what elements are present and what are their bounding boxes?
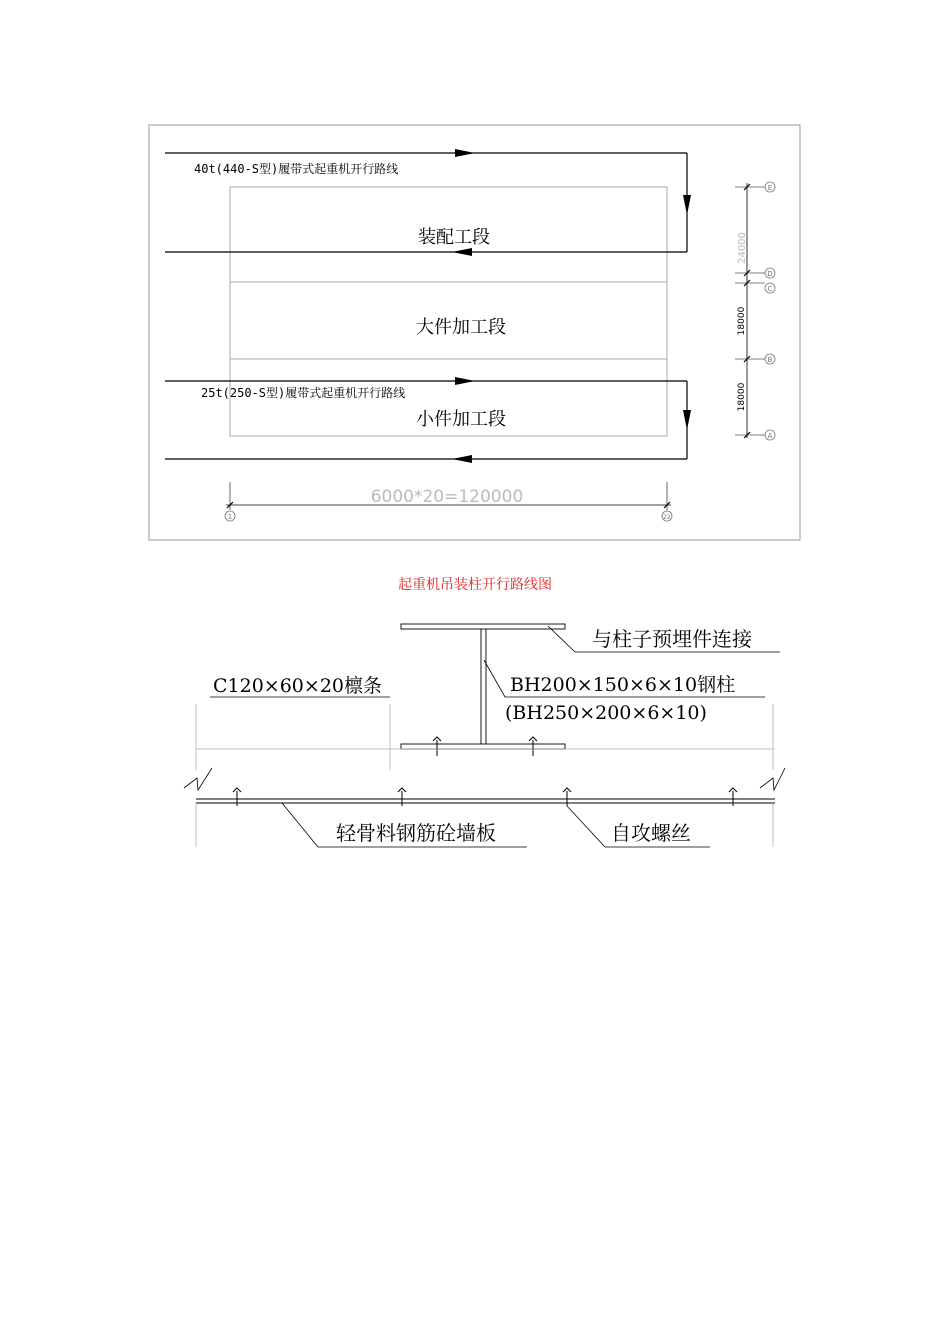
flange-screw-right bbox=[529, 737, 537, 756]
zone-small-label: 小件加工段 bbox=[416, 409, 506, 430]
route-top-label: 40t(440-S型)履带式起重机开行路线 bbox=[194, 162, 399, 176]
dim-top-label: 24000 bbox=[737, 232, 748, 264]
route-bottom-arrow-right bbox=[455, 377, 475, 385]
break-line-right bbox=[760, 768, 785, 790]
flange-screw-left bbox=[433, 737, 441, 756]
zone-large-label: 大件加工段 bbox=[416, 317, 506, 338]
dim-mid-label: 18000 bbox=[737, 306, 747, 336]
axis-bubble-d bbox=[765, 268, 775, 278]
axis-bubble-22 bbox=[662, 511, 672, 521]
label-connect: 与柱子预埋件连接 bbox=[592, 627, 752, 651]
dim-total-label: 6000*20=120000 bbox=[370, 487, 524, 507]
route-top-arrow-right bbox=[455, 149, 475, 157]
svg-text:D: D bbox=[767, 270, 773, 278]
route-top-arrow-down bbox=[683, 195, 691, 215]
top-flange-plate bbox=[401, 624, 565, 629]
dim-bottom-label: 18000 bbox=[737, 382, 747, 412]
svg-text:E: E bbox=[767, 184, 773, 192]
route-bottom-label: 25t(250-S型)履带式起重机开行路线 bbox=[201, 386, 406, 400]
label-column-alt: (BH250×200×6×10) bbox=[505, 702, 707, 724]
axis-bubble-b bbox=[765, 354, 775, 364]
zone-assembly-label: 装配工段 bbox=[418, 227, 490, 248]
bottom-flange-plate bbox=[401, 744, 565, 749]
svg-text:1: 1 bbox=[227, 513, 233, 521]
svg-text:C: C bbox=[767, 285, 773, 293]
axis-bubble-1 bbox=[225, 511, 235, 521]
axis-bubble-e bbox=[765, 182, 775, 192]
axis-bubble-a bbox=[765, 430, 775, 440]
label-column: BH200×150×6×10钢柱 bbox=[510, 674, 736, 696]
svg-text:22: 22 bbox=[663, 514, 671, 521]
svg-text:B: B bbox=[767, 356, 773, 364]
label-purlin: C120×60×20檩条 bbox=[213, 675, 382, 697]
route-top-arrow-left bbox=[452, 248, 472, 256]
break-line-left bbox=[184, 768, 212, 790]
label-wallpanel: 轻骨料钢筋砼墙板 bbox=[336, 821, 496, 845]
axis-bubble-c bbox=[765, 283, 775, 293]
figure-caption: 起重机吊装柱开行路线图 bbox=[398, 577, 552, 593]
svg-text:A: A bbox=[767, 432, 773, 440]
route-bottom-arrow-left bbox=[452, 455, 472, 463]
column-detail-drawing bbox=[184, 624, 785, 847]
label-screw: 自攻螺丝 bbox=[611, 821, 691, 845]
route-bottom-arrow-down bbox=[683, 410, 691, 430]
